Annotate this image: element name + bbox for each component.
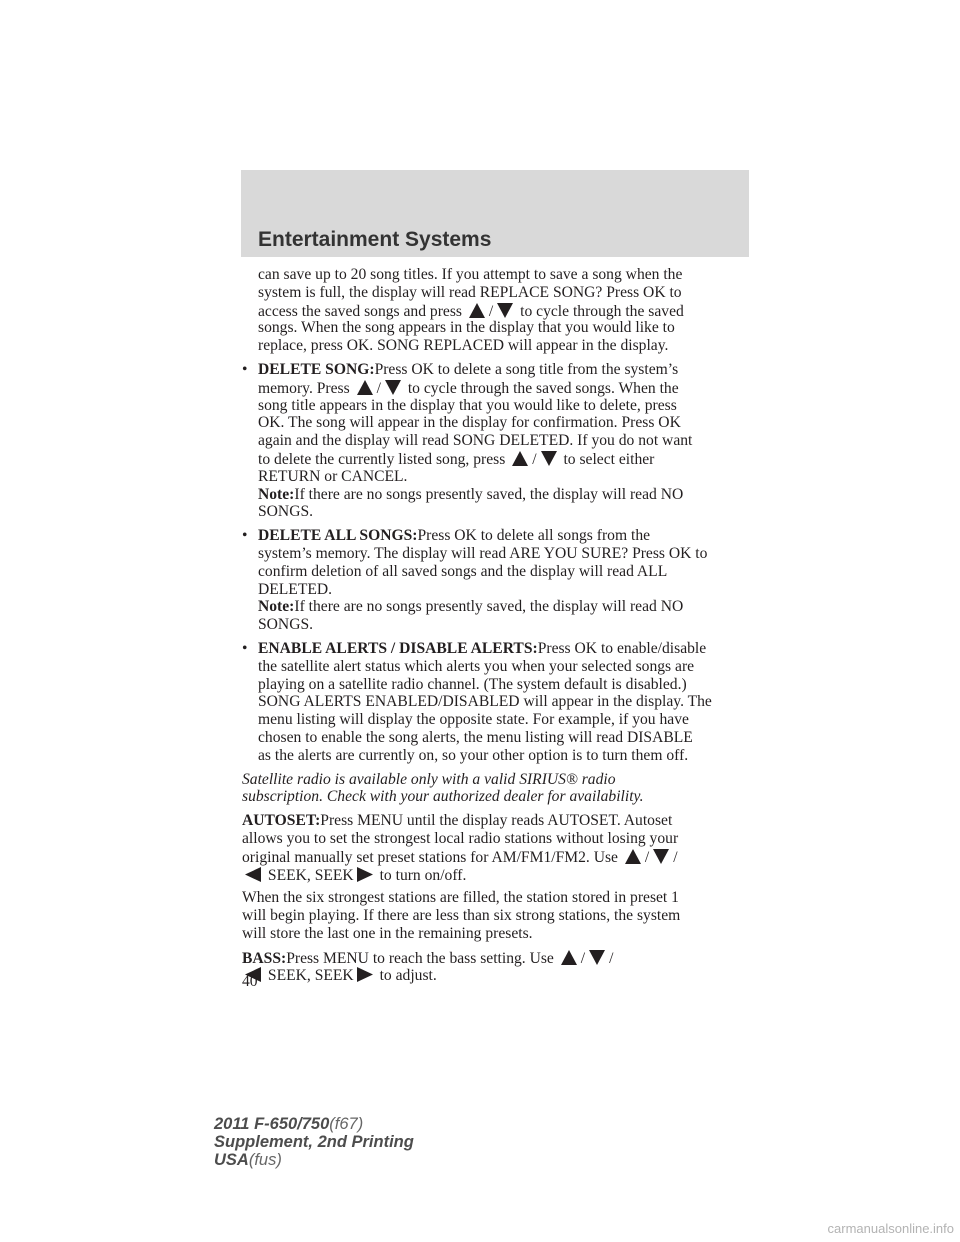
up-arrow-icon (623, 848, 643, 865)
down-arrow-icon (495, 302, 515, 319)
alerts-item: • ENABLE ALERTS / DISABLE ALERTS:Press OK to enable/disable the satellite alert status which alerts you when your selected songs are playing on a satellite radio channel. (The system default is disabled.) SONG ALERTS ENABLED/DISABLED will appear in the display. The menu listing will display the opposite state. For example, if you have chosen to enable the song alerts, the menu listing will read DISABLE as the alerts are currently on, so your other option is to turn them off. (242, 639, 712, 764)
watermark: carmanualsonline.info (827, 1221, 954, 1236)
seek-right-icon (355, 966, 375, 983)
up-arrow-icon (559, 949, 579, 966)
seek-right-icon (355, 866, 375, 883)
autoset-paragraph: AUTOSET:Press MENU until the display reads AUTOSET. Autoset allows you to set the strongest local radio stations without losing your original manually set preset stations for AM/FM1/FM2. Use / / SEEK, SEEK to turn on/off. (242, 812, 679, 884)
bullet: • (242, 360, 248, 378)
page-number: 40 (242, 973, 258, 990)
up-arrow-icon (355, 379, 375, 396)
section-title: Entertainment Systems (258, 228, 492, 251)
six-stations-paragraph: When the six strongest stations are filled, the station stored in preset 1 will begin playing. If there are less than six strong stations, the system will store the last one in the remaining presets. (242, 889, 681, 942)
bullet: • (242, 639, 248, 657)
bass-paragraph: BASS:Press MENU to reach the bass setting. Use / / SEEK, SEEK to adjust. (242, 949, 614, 985)
delete-song-item: • DELETE SONG:Press OK to delete a song title from the system’s memory. Press / to cycle through the saved songs. When the song title appears in the display that you would like to delete, press OK. The song will appear in the display for confirmation. Press OK again and the display will read SONG DELETED. If you do not want to delete the currently listed song, press / to select either RETURN or CANCEL. Note:If there are no songs presently saved, the display will read NO SONGS. (242, 360, 693, 521)
down-arrow-icon (651, 848, 671, 865)
delete-all-songs-item: • DELETE ALL SONGS:Press OK to delete all songs from the system’s memory. The display will read ARE YOU SURE? Press OK to confirm deletion of all saved songs and the display will read ALL DELETED. Note:If there are no songs presently saved, the display will read NO SONGS. (242, 527, 708, 634)
intro-paragraph: can save up to 20 song titles. If you attempt to save a song when the system is full, the display will read REPLACE SONG? Press OK to access the saved songs and press / to cycle through the saved songs. When the song appears in the display that you would like to replace, press OK. SONG REPLACED will appear in the display. (258, 266, 684, 355)
sirius-note: Satellite radio is available only with a valid SIRIUS® radio subscription. Check with your authorized dealer for availability. (242, 770, 644, 806)
down-arrow-icon (383, 379, 403, 396)
body-text (242, 266, 762, 990)
up-arrow-icon (510, 450, 530, 467)
up-arrow-icon (467, 302, 487, 319)
seek-left-icon (243, 866, 263, 883)
down-arrow-icon (587, 949, 607, 966)
footer: 2011 F-650/750(f67) Supplement, 2nd Printing USA(fus) (214, 1115, 414, 1169)
down-arrow-icon (539, 450, 559, 467)
bullet: • (242, 527, 248, 545)
